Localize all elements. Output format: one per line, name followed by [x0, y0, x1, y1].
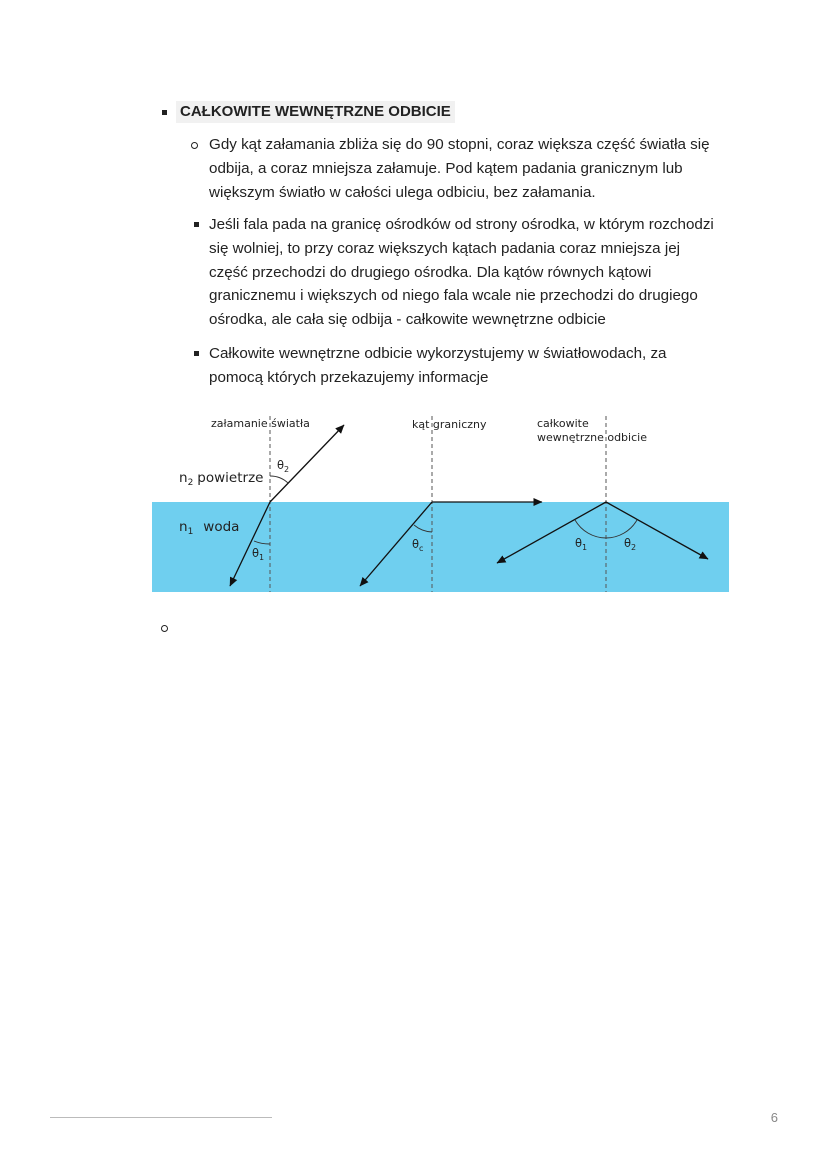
heading-text: CAŁKOWITE WEWNĘTRZNE ODBICIE: [176, 101, 455, 123]
square-bullet-icon: [194, 222, 199, 227]
label-tir-line2: wewnętrzne odbicie: [537, 431, 647, 444]
list-item: Całkowite wewnętrzne odbicie wykorzystujemy w światłowodach, za pomocą których przekazujemy informacje: [209, 345, 667, 386]
label-n2-air: $n_2$ powietrze: [179, 470, 264, 488]
theta-2-label: $\theta_2$: [277, 458, 290, 474]
square-bullet-icon: [162, 110, 167, 115]
label-critical-angle: kąt graniczny: [412, 418, 487, 431]
square-bullet-icon: [194, 351, 199, 356]
label-refraction: załamanie światła: [211, 417, 310, 430]
empty-list-bullet-icon: [161, 625, 168, 632]
circle-bullet-icon: [191, 142, 198, 149]
total-internal-reflection-diagram: [152, 408, 729, 594]
label-tir-line1: całkowite: [537, 417, 589, 430]
angle-arc: [270, 476, 288, 483]
list-item: Gdy kąt załamania zbliża się do 90 stopni, coraz większa część światła się odbija, a coraz mniejsza załamuje. Pod kątem padania granicznym lub większym światło w całości ulega odbiciu, bez załamania.: [209, 136, 710, 201]
label-n1-water: $n_1$ woda: [179, 519, 240, 537]
theta-1-label: $\theta_1$: [575, 536, 588, 552]
list-item: Jeśli fala pada na granicę ośrodków od strony ośrodka, w którym rozchodzi się wolniej, to przy coraz większych kątach padania coraz mniejsza jej część przechodzi do drugiego ośrodka. Dla kątów równych kątowi granicznemu i większych od niego fala wcale nie przechodzi do drugiego ośrodka, ale cała się odbija - całkowite wewnętrzne odbicie: [209, 216, 714, 329]
theta-2-label: $\theta_2$: [624, 536, 637, 552]
page-number: 6: [770, 1110, 778, 1125]
theta-c-label: $\theta_c$: [412, 537, 424, 553]
water-region: [152, 502, 729, 592]
footer-divider: [50, 1117, 272, 1118]
theta-1-label: $\theta_1$: [252, 546, 265, 562]
